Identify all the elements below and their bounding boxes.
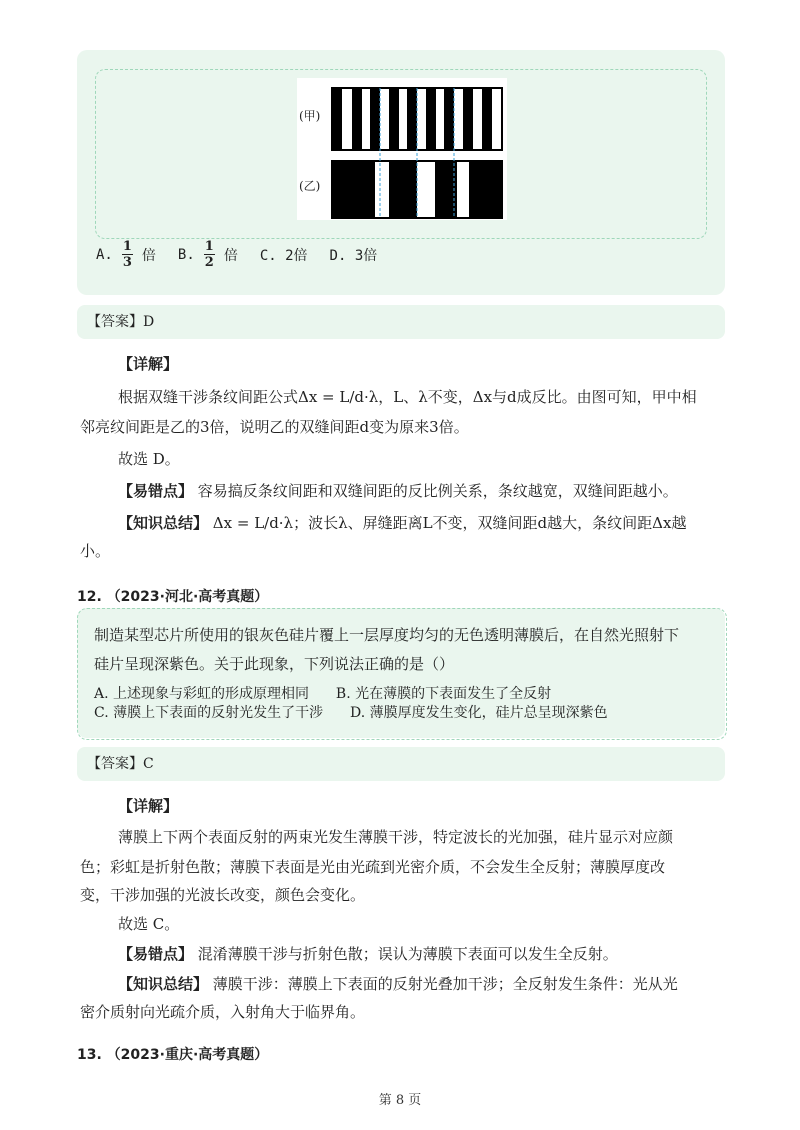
error-label: 【易错点】	[118, 945, 194, 963]
q12-summary-line2: 密介质射向光疏介质，入射角大于临界角。	[80, 1003, 366, 1021]
interference-figure	[297, 78, 507, 220]
error-text: 容易搞反条纹间距和双缝间距的反比例关系，条纹越宽，双缝间距越小。	[197, 482, 678, 500]
summary-label: 【知识总结】	[118, 975, 209, 993]
summary-text: Δx = L/d·λ；波长λ、屏缝距离L不变，双缝间距d越大，条纹间距Δx越	[212, 514, 687, 532]
q11-detail-title: 【详解】	[118, 355, 179, 373]
label-jia: (甲)	[299, 109, 321, 123]
option-a-suffix: 倍	[141, 247, 156, 264]
q12-options-row2	[94, 703, 608, 723]
q12-detail-line1: 薄膜上下两个表面反射的两束光发生薄膜干涉，特定波长的光加强，硅片显示对应颜	[118, 828, 674, 846]
q12-detail-line2: 色；彩虹是折射色散；薄膜下表面是光由光疏到光密介质，不会发生全反射；薄膜厚度改	[80, 858, 666, 876]
q11-choose: 故选 D。	[118, 450, 180, 468]
option-a-fraction: $\frac{1}{3}$	[122, 239, 132, 270]
q12-options-row1	[94, 684, 551, 704]
q12-choose: 故选 C。	[118, 915, 180, 933]
q11-options	[96, 240, 377, 269]
page-number: 第 8 页	[378, 1093, 422, 1108]
summary-text: 薄膜干涉：薄膜上下表面的反射光叠加干涉；全反射发生条件：光从光	[212, 975, 678, 993]
q12-heading: 12. （2023·河北·高考真题）	[77, 589, 269, 605]
summary-label: 【知识总结】	[118, 514, 209, 532]
q12-stem-line1: 制造某型芯片所使用的银灰色硅片覆上一层厚度均匀的无色透明薄膜后，在自然光照射下	[94, 626, 680, 644]
q12-answer: 【答案】C	[77, 747, 725, 781]
q12-option-d[interactable]: D. 薄膜厚度发生变化，硅片总呈现深紫色	[350, 705, 608, 721]
option-a-prefix[interactable]: A.	[96, 246, 113, 263]
q12-option-c[interactable]: C. 薄膜上下表面的反射光发生了干涉	[94, 705, 324, 721]
label-yi: (乙)	[299, 179, 321, 193]
option-b-suffix: 倍	[223, 247, 238, 264]
option-b-prefix[interactable]: B.	[177, 246, 195, 263]
q12-detail-line3: 变，干涉加强的光波长改变，颜色会变化。	[80, 886, 366, 904]
option-b-fraction: $\frac{1}{2}$	[204, 239, 214, 270]
q12-stem-line2: 硅片呈现深紫色。关于此现象，下列说法正确的是（）	[94, 655, 455, 673]
q11-detail-line1: 根据双缝干涉条纹间距公式Δx = L/d·λ，L、λ不变，Δx与d成反比。由图可知，甲中相	[118, 388, 697, 406]
q12-option-b[interactable]: B. 光在薄膜的下表面发生了全反射	[335, 686, 552, 702]
q13-heading: 13. （2023·重庆·高考真题）	[77, 1047, 269, 1063]
option-c[interactable]: C. 2倍	[259, 247, 308, 264]
q11-summary	[92, 508, 748, 538]
q11-summary-line2: 小。	[80, 542, 111, 560]
q12-detail-title: 【详解】	[118, 797, 179, 815]
q12-summary	[92, 969, 748, 999]
error-text: 混淆薄膜干涉与折射色散；误认为薄膜下表面可以发生全反射。	[197, 945, 618, 963]
q11-detail-line2: 邻亮纹间距是乙的3倍，说明乙的双缝间距d变为原来3倍。	[80, 418, 469, 436]
option-d[interactable]: D. 3倍	[329, 247, 378, 264]
fringe-pattern-svg	[297, 78, 507, 220]
q12-option-a[interactable]: A. 上述现象与彩虹的形成原理相同	[94, 686, 310, 702]
q11-error	[92, 476, 748, 506]
q12-error	[92, 939, 748, 969]
error-label: 【易错点】	[118, 482, 194, 500]
q11-answer: 【答案】D	[77, 305, 725, 339]
